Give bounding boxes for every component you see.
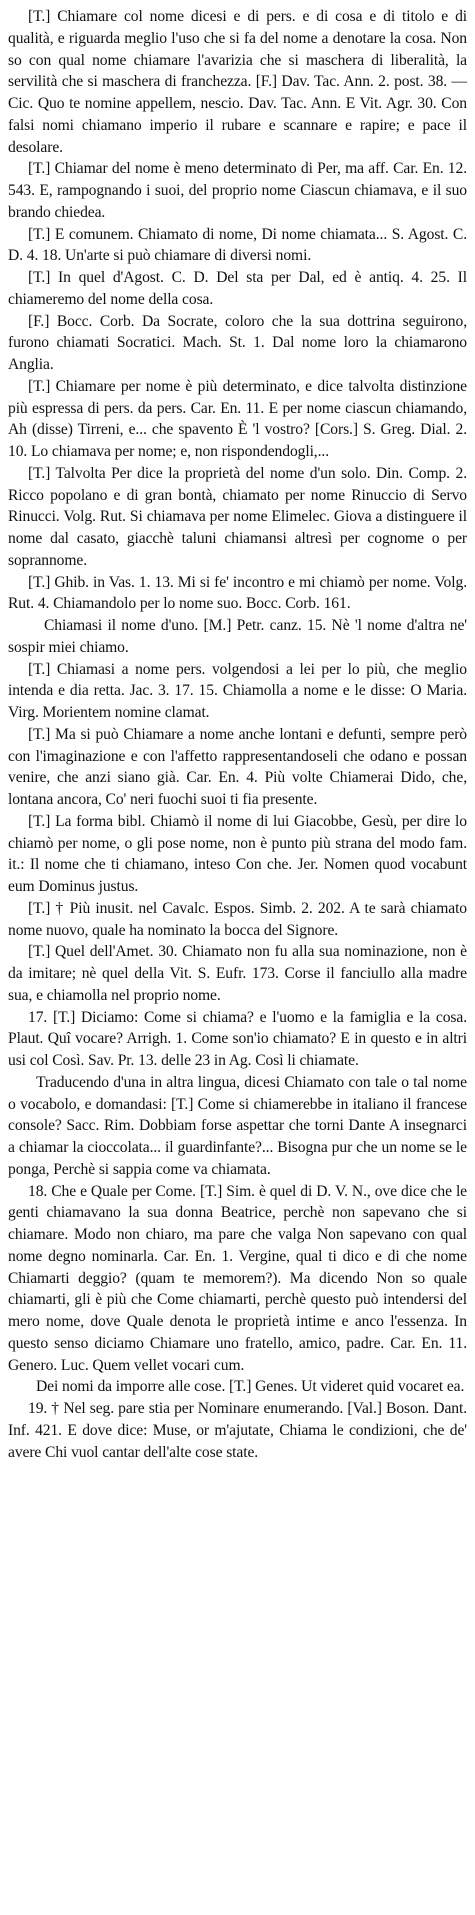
paragraph-agost: [T.] In quel d'Agost. C. D. Del sta per Dal, ed è antiq. 4. 25. Il chiameremo del nome della cosa. [8,269,467,308]
paragraph-cavalc: [T.] † Più inusit. nel Cavalc. Espos. Simb. 2. 202. A te sarà chiamato nome nuovo, quale ha nominato la bocca del Signore. [8,899,467,939]
paragraph-traducendo: Traducendo d'una in altra lingua, dicesi Chiamato con tale o tal nome o vocabolo, e domandasi: [T.] Come si chiamerebbe in italiano il francese console? Sacc. Rim. Dobbiam forse aspettar che torni Dante A insegnarci a chiamar la cioccolata... il guardinfante?... Bisogna pur che un nome se le ponga, Perchè si sappia come va chiamata. [8,1073,467,1178]
paragraph-chiamar-del-nome: [T.] Chiamar del nome è meno determinato di Per, ma aff. Car. En. 12. 543. E, rampognando i suoi, del proprio nome Ciascun chiamava, e il suo brando chiedea. [8,160,467,221]
paragraph-amet: [T.] Quel dell'Amet. 30. Chiamato non fu alla sua nominazione, non è da imitare; nè quel della Vit. S. Eufr. 173. Corse il fanciullo alla madre sua, e chiamolla nel proprio nome. [8,943,467,1004]
paragraph-forma-bibl: [T.] La forma bibl. Chiamò il nome di lui Giacobbe, Gesù, per dire lo chiamò per nome, o gli pose nome, non è punto più strana del modo fam. it.: Il nome che ti chiamano, inteso Con che. Jer. Nomen quod vocabunt eum Dominus justus. [8,812,467,895]
paragraph-bocc-corb: [F.] Bocc. Corb. Da Socrate, coloro che la sua dottrina seguirono, furono chiamati Socratici. Mach. St. 1. Dal nome loro la chiamarono Anglia. [8,312,467,373]
paragraph-lontani-defunti: [T.] Ma si può Chiamare a nome anche lontani e defunti, sempre però con l'imaginazione e con l'affetto rappresentandoseli che odano e possan venire, che anzi siano già. Car. En. 4. Più volte Chiamerai Dido, che, lontana ancora, Co' neri fuochi suoi ti fia presente. [8,725,467,808]
paragraph-comunem: [T.] E comunem. Chiamato di nome, Di nome chiamata... S. Agost. C. D. 4. 18. Un'arte si può chiamare di diversi nomi. [8,225,467,265]
paragraph-chiamasi-il-nome: Chiamasi il nome d'uno. [M.] Petr. canz. 15. Nè 'l nome d'altra ne' sospir miei chiamo. [8,617,467,656]
paragraph-section-17: 17. [T.] Diciamo: Come si chiama? e l'uomo e la famiglia e la cosa. Plaut. Quî vocare? Arrigh. 1. Come son'io chiamato? E in questo e in altri usi col Così. Sav. Pr. 13. delle 23 in Ag. Così li chiamate. [8,1008,467,1069]
paragraph-talvolta-per: [T.] Talvolta Per dice la proprietà del nome d'un solo. Din. Comp. 2. Ricco popolano e di gran bontà, chiamato per nome Rinuccio di Servo Rinucci. Volg. Rut. Si chiamava per nome Elimelec. Giova a distinguere il nome dal casato, giacchè taluni chiamansi altresì per cognome o per soprannome. [8,464,467,569]
paragraph-dei-nomi: Dei nomi da imporre alle cose. [T.] Genes. Ut videret quid vocaret ea. [36,1378,465,1396]
paragraph-chiamasi-a-nome: [T.] Chiamasi a nome pers. volgendosi a lei per lo più, che meglio intenda e dia retta. Jac. 3. 17. 15. Chiamolla a nome e le disse: O Maria. Virg. Morientem nomine clamat. [8,660,467,721]
paragraph-ghib: [T.] Ghib. in Vas. 1. 13. Mi si fe' incontro e mi chiamò per nome. Volg. Rut. 4. Chiamandolo per lo nome suo. Bocc. Corb. 161. [8,573,467,613]
paragraph-section-18: 18. Che e Quale per Come. [T.] Sim. è quel di D. V. N., ove dice che le genti chiamavano la sua donna Beatrice, perchè non sapevano che si chiamare. Modo non chiaro, ma pare che valga Non sapevano con qual nome degno nominarla. Car. En. 1. Vergine, qual ti dico e di che nome Chiamarti deggio? (quam te memorem?). Ma dicendo Non so quale chiamarti, gli è più che Come chiamarti, perchè questo può intendersi del mero nome, dove Quale denota le proprietà intime e anco l'essenza. In questo senso diciamo Chiamare uno fratello, amico, padre. Car. En. 11. Genero. Luc. Quem vellet vocari cum. [8,1182,467,1374]
paragraph-section-19: 19. † Nel seg. pare stia per Nominare enumerando. [Val.] Boson. Dant. Inf. 421. E dove dice: Muse, or m'ajutate, Chiama le condizioni, che de' avere Chi vuol cantar dell'alte cose state. [8,1400,467,1461]
paragraph-naming-usage: [T.] Chiamare col nome dicesi e di pers. e di cosa e di titolo e di qualità, e riguarda meglio l'uso che si fa del nome a denotare la cosa. Non so con qual nome chiamare l'avarizia che si maschera di liberalità, la servilità che si maschera di franchezza. [F.] Dav. Tac. Ann. 2. post. 38. — Cic. Quo te nomine appellem, nescio. Dav. Tac. Ann. E Vit. Agr. 30. Con falsi nomi chiamano imperio il rubare e scannare e rapire; e pace il desolare. [8,8,467,156]
paragraph-per-nome: [T.] Chiamare per nome è più determinato, e dice talvolta distinzione più espressa di pers. da pers. Car. En. 11. E per nome ciascun chiamando, Ah (disse) Tirreni, e... che spavento È 'l vostro? [Cors.] S. Greg. Dial. 2. 10. Lo chiamava per nome; e, non rispondendogli,... [8,377,467,460]
